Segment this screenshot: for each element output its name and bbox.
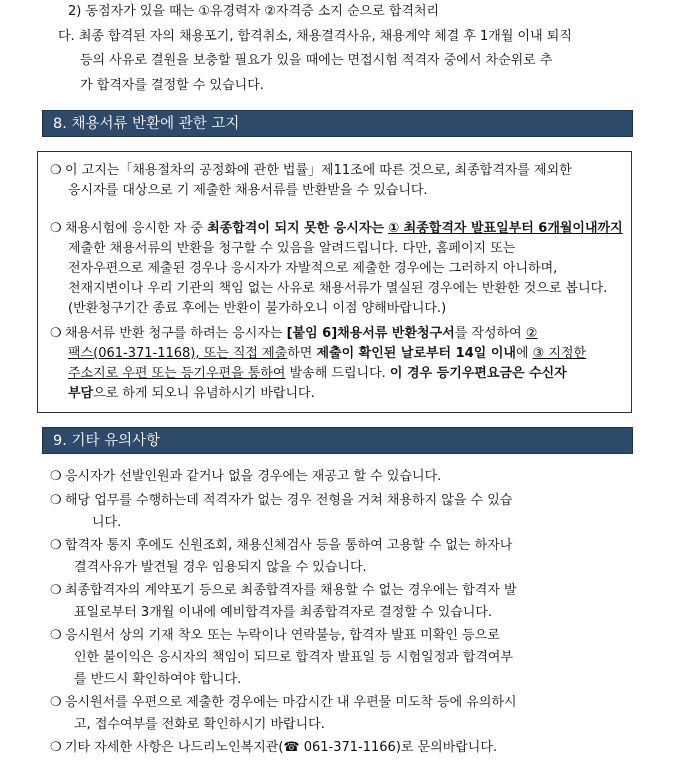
other-notes-item-3-line-2: 결격사유가 발견될 경우 임용되지 않을 수 있습니다. [74,560,367,575]
section-8-header: 8. 채용서류 반환에 관한 고지 [42,110,633,137]
bullet-circle-icon: ❍ [50,326,62,341]
other-notes-item-5-line-1: ❍ 응시원서 상의 기재 착오 또는 누락이나 연락불능, 합격자 발표 미확인 등으로 [50,626,500,646]
bullet-circle-icon: ❍ [50,469,62,484]
bullet-circle-icon: ❍ [50,221,62,236]
other-notes-item-4-line-1: ❍ 최종합격자의 계약포기 등으로 최종합격자를 채용할 수 없는 경우에는 합격자 발 [50,581,517,601]
bullet-circle-icon: ❍ [50,583,62,598]
other-notes-item-6-line-1: ❍ 응시원서를 우편으로 제출한 경우에는 마감시간 내 우편물 미도착 등에 유의하시 [50,693,517,713]
other-notes-item-6-line-2: 고, 접수여부를 전화로 확인하시기 바랍니다. [74,717,325,732]
other-notes-item-2-line-2: 니다. [92,515,122,530]
other-notes-item-5-line-2: 인한 불이익은 응시자의 책임이 되므로 합격자 발표일 등 시험일정과 합격여부 [74,650,514,665]
other-notes-item-4-line-2: 표일로부터 3개월 이내에 예비합격자를 최종합격자로 결정할 수 있습니다. [74,605,493,620]
notice-paragraph-2-line-5: (반환청구기간 종료 후에는 반환이 불가하오니 이점 양해바랍니다.) [68,301,447,316]
bullet-circle-icon: ❍ [50,628,62,643]
criteria-item-2: 2) 동점자가 있을 때는 ①유경력자 ②자격증 소지 순으로 합격처리 [68,4,440,19]
bullet-circle-icon: ❍ [50,538,62,553]
other-notes-item-5-line-3: 를 반드시 확인하여야 합니다. [74,672,242,687]
notice-paragraph-1-line-2: 응시자를 대상으로 기 제출한 채용서류를 반환받을 수 있습니다. [68,183,428,198]
notice-paragraph-2-line-1: ❍ 채용시험에 응시한 자 중 최종합격이 되지 못한 응시자는 ① 최종합격자 발표일부터 6개월이내까지 [50,219,623,239]
criteria-item-da-line-3: 가 합격자를 결정할 수 있습니다. [80,78,264,93]
criteria-item-da-line-2: 등의 사유로 결원을 보충할 필요가 있을 때에는 면접시험 적격자 중에서 차순위로 추 [80,53,553,68]
notice-paragraph-2-line-2: 제출한 채용서류의 반환을 청구할 수 있음을 알려드립니다. 다만, 홈페이지 또는 [68,241,516,256]
notice-paragraph-1-line-1: ❍ 이 고지는「채용절차의 공정화에 관한 법률」제11조에 따른 것으로, 최종합격자를 제외한 [50,161,572,181]
other-notes-item-3-line-1: ❍ 합격자 통지 후에도 신원조회, 채용신체검사 등을 통하여 고용할 수 없는 하자나 [50,536,512,556]
bullet-circle-icon: ❍ [50,740,62,755]
other-notes-item-2-line-1: ❍ 해당 업무를 수행하는데 적격자가 없는 경우 전형을 거쳐 채용하지 않을 수 있습 [50,491,512,511]
notice-paragraph-3-line-1: ❍ 채용서류 반환 청구를 하려는 응시자는 [붙임 6]채용서류 반환청구서를 작성하여 ② [50,324,537,344]
notice-paragraph-3-line-3: 주소지로 우편 또는 등기우편을 통하여 발송해 드립니다. 이 경우 등기우편요금은 수신자 [68,366,567,381]
bullet-circle-icon: ❍ [50,163,62,178]
bullet-circle-icon: ❍ [50,695,62,710]
notice-paragraph-3-line-4: 부담으로 하게 되오니 유념하시기 바랍니다. [68,386,315,401]
notice-paragraph-2-line-3: 전자우편으로 제출된 경우나 응시자가 자발적으로 제출한 경우에는 그러하지 아니하며, [68,261,558,276]
other-notes-item-7-line-1: ❍ 기타 자세한 사항은 나드리노인복지관(☎ 061-371-1166)로 문의바랍니다. [50,738,497,758]
bullet-circle-icon: ❍ [50,493,62,508]
notice-paragraph-3-line-2: 팩스(061-371-1168), 또는 직접 제출하면 제출이 확인된 날로부터 14일 이내에 ③ 지정한 [68,346,587,361]
criteria-item-da-line-1: 다. 최종 합격된 자의 채용포기, 합격취소, 채용결격사유, 채용계약 체결 후 1개월 이내 퇴직 [58,29,572,44]
other-notes-item-1-line-1: ❍ 응시자가 선발인원과 같거나 없을 경우에는 재공고 할 수 있습니다. [50,467,441,487]
section-9-header: 9. 기타 유의사항 [42,427,633,454]
notice-paragraph-2-line-4: 천재지변이나 우리 기관의 책임 없는 사유로 채용서류가 멸실된 경우에는 반환한 것으로 봅니다. [68,281,608,296]
